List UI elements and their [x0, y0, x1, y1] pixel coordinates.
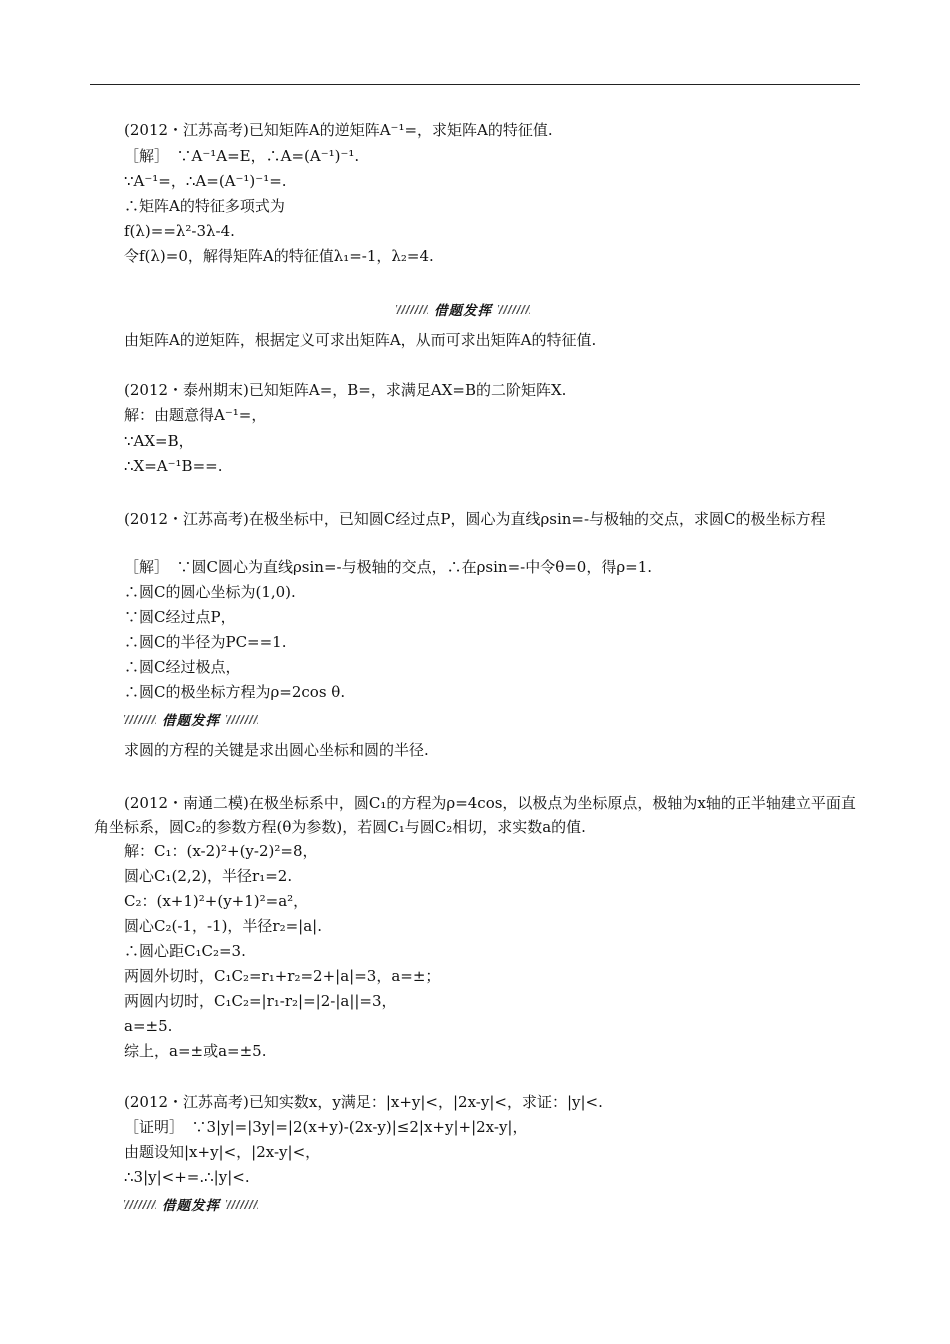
problem-3-solution-line: ∴圆C的极坐标方程为ρ=2cos θ.	[124, 683, 346, 701]
problem-2-statement: (2012・泰州期末)已知矩阵A=，B=，求满足AX=B的二阶矩阵X.	[124, 381, 567, 399]
problem-1-solution-line: f(λ)==λ²-3λ-4.	[124, 222, 235, 240]
problem-3-statement: (2012・江苏高考)在极坐标中，已知圆C经过点P，圆心为直线ρsin=-与极轴的交点，求圆C的极坐标方程	[124, 510, 826, 528]
problem-1-statement: (2012・江苏高考)已知矩阵A的逆矩阵A⁻¹=，求矩阵A的特征值.	[124, 121, 553, 139]
problem-4-statement: (2012・南通二模)在极坐标系中，圆C₁的方程为ρ=4cos，以极点为坐标原点，极轴为x轴的正半轴建立平面直角坐标系，圆C₂的参数方程(θ为参数)，若圆C₁与圆C₂相切，求实数a的值.	[94, 794, 856, 836]
banner-label: 借题发挥	[434, 303, 492, 319]
problem-3-solution-line: ∴圆C的半径为PC==1.	[124, 633, 287, 651]
problem-3-solution-line: ∴圆C的圆心坐标为(1,0).	[124, 583, 296, 601]
header-rule	[90, 84, 860, 85]
problem-5-proof-line: ∴3|y|<+=.∴|y|<.	[124, 1168, 250, 1186]
banner-label: 借题发挥	[162, 1198, 220, 1214]
problem-4-solution-line: a=±5.	[124, 1017, 173, 1035]
banner-hatch-left	[396, 305, 428, 314]
banner-hatch-left	[124, 715, 156, 724]
problem-2-solution-line: ∵AX=B，	[124, 432, 194, 450]
problem-5-statement: (2012・江苏高考)已知实数x，y满足：|x+y|<，|2x-y|<，求证：|y|<.	[124, 1093, 603, 1111]
problem-4-solution-line: C₂：(x+1)²+(y+1)²=a²，	[124, 892, 309, 910]
banner-hatch-right	[226, 1200, 258, 1209]
problem-5-proof-line: 由题设知|x+y|<，|2x-y|<，	[124, 1143, 321, 1161]
problem-1-solution-line: ∵A⁻¹=，∴A=(A⁻¹)⁻¹=.	[124, 172, 287, 190]
tip-text: 求圆的方程的关键是求出圆心坐标和圆的半径.	[124, 741, 429, 759]
problem-4-solution-line: 解：C₁：(x-2)²+(y-2)²=8，	[124, 842, 318, 860]
banner-label: 借题发挥	[162, 713, 220, 729]
problem-1-solution-line: 令f(λ)=0，解得矩阵A的特征值λ₁=-1，λ₂=4.	[124, 247, 434, 265]
problem-5-proof-line: ［证明］ ∵3|y|=|3y|=|2(x+y)-(2x-y)|≤2|x+y|+|2x-y|，	[124, 1118, 528, 1136]
banner-hatch-right	[498, 305, 530, 314]
problem-1-solution-line: ［解］ ∵A⁻¹A=E，∴A=(A⁻¹)⁻¹.	[124, 147, 360, 165]
problem-3-solution-line: ［解］ ∵圆C圆心为直线ρsin=-与极轴的交点，∴在ρsin=-中令θ=0，得ρ=1.	[124, 558, 653, 576]
problem-4-solution-line: 两圆外切时，C₁C₂=r₁+r₂=2+|a|=3，a=±；	[124, 967, 441, 985]
problem-4-solution-line: 综上，a=±或a=±5.	[124, 1042, 267, 1060]
problem-3-solution-line: ∴圆C经过极点，	[124, 658, 241, 676]
problem-1-solution-line: ∴矩阵A的特征多项式为	[124, 197, 285, 215]
tip-banner	[124, 1196, 258, 1212]
banner-hatch-left	[124, 1200, 156, 1209]
tip-banner	[124, 711, 258, 727]
problem-4-solution-line: 圆心C₂(-1，-1)，半径r₂=|a|.	[124, 917, 322, 935]
problem-2-solution-line: 解：由题意得A⁻¹=，	[124, 406, 267, 424]
problem-2-solution-line: ∴X=A⁻¹B==.	[124, 457, 223, 475]
problem-4-solution-line: ∴圆心距C₁C₂=3.	[124, 942, 246, 960]
problem-4-solution-line: 圆心C₁(2,2)，半径r₁=2.	[124, 867, 293, 885]
problem-4-solution-line: 两圆内切时，C₁C₂=|r₁-r₂|=|2-|a||=3，	[124, 992, 397, 1010]
tip-banner	[396, 301, 530, 317]
banner-hatch-right	[226, 715, 258, 724]
tip-text: 由矩阵A的逆矩阵，根据定义可求出矩阵A，从而可求出矩阵A的特征值.	[124, 331, 597, 349]
problem-3-solution-line: ∵圆C经过点P，	[124, 608, 236, 626]
